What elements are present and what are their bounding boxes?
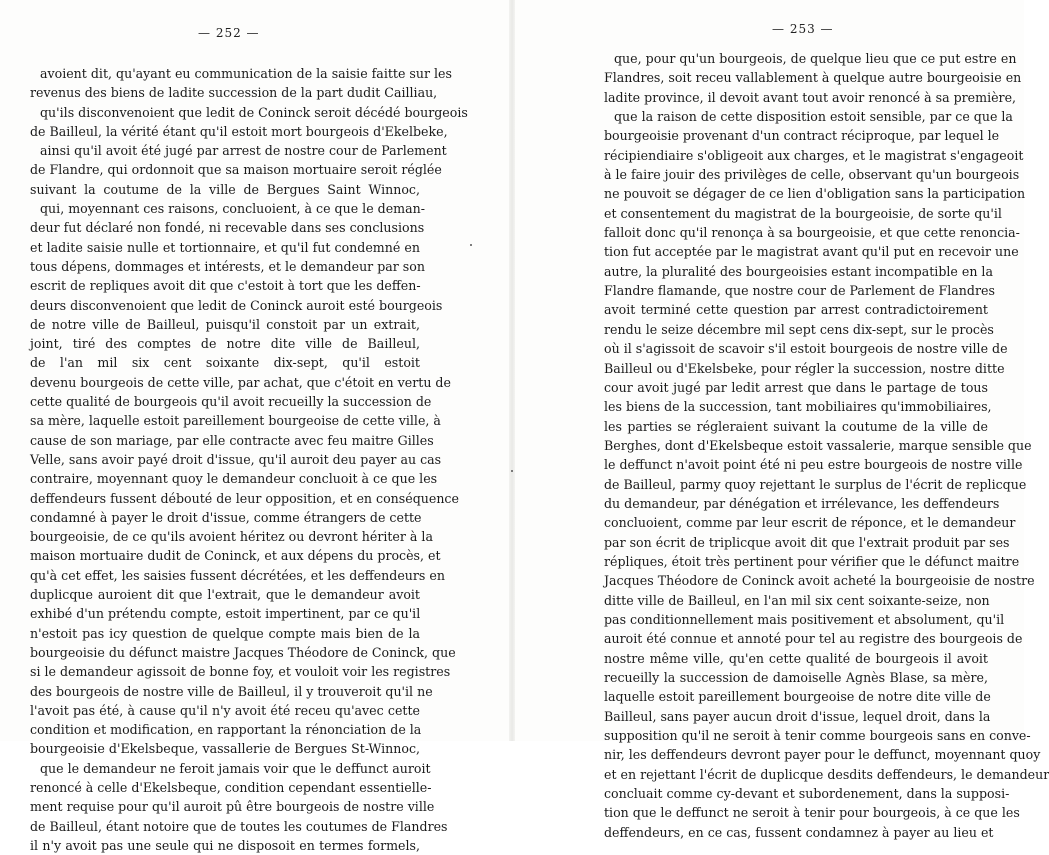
text-line: qu'à cet effet, les saisies fussent décrétées, et les deffendeurs en [30, 567, 445, 583]
text-line: et en rejettant l'écrit de duplicque desdits deffendeurs, le demandeur [604, 766, 1049, 782]
text-line: de l'an mil six cent soixante dix-sept, qu'il estoit [30, 355, 420, 371]
right-page-text [604, 49, 1049, 842]
text-line: devenu bourgeois de cette ville, par achat, que c'étoit en vertu de [30, 374, 451, 390]
text-line: de Flandre, qui ordonnoit que sa maison mortuaire seroit réglée [30, 162, 442, 178]
text-line: maison mortuaire dudit de Coninck, et aux dépens du procès, et [30, 548, 441, 564]
text-line: contraire, moyennant quoy le demandeur concluoit à ce que les [30, 471, 438, 487]
text-line: de Bailleul, la vérité étant qu'il estoit mort bourgeois d'Ekelbeke, [30, 123, 448, 139]
text-line: ladite province, il devoit avant tout avoir renoncé à sa première, [604, 89, 1017, 105]
text-line: Bailleul, sans payer aucun droit d'issue, lequel droit, dans la [604, 708, 991, 724]
text-line: de Bailleul, parmy quoy rejettant le surplus de l'écrit de replicque [604, 476, 1027, 492]
text-line: bourgeoisie provenant d'un contract réciproque, par lequel le [604, 128, 1000, 144]
text-line: recueilly la succession de damoiselle Agnès Blase, sa mère, [604, 670, 988, 685]
text-line: tion que le deffunct ne seroit à tenir pour bourgeois, à ce que les [604, 805, 1020, 821]
text-line: du demandeur, par dénégation et irrélevance, les deffendeurs [604, 495, 1000, 511]
text-line: à le faire jouir des privilèges de celle, observant qu'un bourgeois [604, 167, 1020, 183]
text-line: où il s'agissoit de scavoir s'il estoit bourgeois de nostre ville de [604, 341, 1008, 357]
text-line: deffendeurs, en ce cas, fussent condamnez à payer au lieu et [604, 824, 994, 840]
text-line: tous dépens, dommages et intérests, et le demandeur par son [30, 258, 425, 274]
text-line: Bailleul ou d'Ekelsbeke, pour régler la succession, nostre ditte [604, 360, 1005, 376]
left-page-text [30, 64, 468, 855]
text-line: par son écrit de triplicque avoit dit que l'extrait produit par ses [604, 534, 1010, 550]
text-line: nostre même ville, qu'en cette qualité de bourgeois il avoit [604, 650, 988, 666]
text-line: cour avoit jugé par ledit arrest que dans le partage de tous [604, 379, 988, 395]
paper-speck [470, 244, 472, 246]
text-line: pas conditionnellement mais positivement et absolument, qu'il [604, 611, 1005, 627]
text-line: que, pour qu'un bourgeois, de quelque lieu que ce put estre en [614, 51, 1017, 66]
text-line: que le demandeur ne feroit jamais voir que le deffunct auroit [40, 760, 431, 776]
text-line: récipiendiaire s'obligeoit aux charges, et le magistrat s'engageoit [604, 147, 1024, 163]
text-line: nir, les deffendeurs devront payer pour le deffunct, moyennant quoy [604, 747, 1041, 763]
book-gutter [509, 0, 515, 741]
text-line: avoit terminé cette question par arrest contradictoirement [604, 302, 988, 318]
text-line: ainsi qu'il avoit été jugé par arrest de nostre cour de Parlement [40, 143, 447, 159]
text-line: Flandres, soit receu vallablement à quelque autre bourgeoisie en [604, 70, 1022, 86]
text-line: ne pouvoit se dégager de ce lien d'obligation sans la participation [604, 186, 1026, 202]
text-line: rendu le seize décembre mil sept cens dix-sept, sur le procès [604, 321, 994, 337]
text-line: deffendeurs fussent débouté de leur opposition, et en conséquence [30, 490, 459, 506]
text-line: de notre ville de Bailleul, puisqu'il constoit par un extrait, [30, 316, 420, 332]
text-line: ditte ville de Bailleul, en l'an mil six cent soixante-seize, non [604, 592, 990, 608]
text-line: condamné à payer le droit d'issue, comme étrangers de cette [30, 509, 422, 525]
text-line: l'avoit pas été, à cause qu'il n'y avoit été receu qu'avec cette [30, 702, 420, 718]
left-page [30, 0, 468, 853]
page-number-left: — 252 — [198, 26, 260, 40]
paper-speck [511, 470, 513, 472]
text-line: revenus des biens de ladite succession de la part dudit Cailliau, [30, 85, 438, 101]
text-line: si le demandeur agissoit de bonne foy, et vouloit voir les registres [30, 664, 451, 680]
text-line: et ladite saisie nulle et tortionnaire, et qu'il fut condemné en [30, 239, 420, 255]
text-line: escrit de repliques avoit dit que c'estoit à tort que les deffen- [30, 278, 421, 294]
text-line: qu'ils disconvenoient que ledit de Coninck seroit décédé bourgeois [40, 104, 468, 120]
text-line: ment requise pour qu'il auroit pû être bourgeois de nostre ville [30, 799, 435, 815]
text-line: qui, moyennant ces raisons, concluoient, à ce que le deman- [40, 201, 426, 217]
text-line: le deffunct n'avoit point été ni peu estre bourgeois de nostre ville [604, 457, 1023, 473]
text-line: et consentement du magistrat de la bourgeoisie, de sorte qu'il [604, 205, 1002, 221]
text-line: tion fut acceptée par le magistrat avant qu'il put en recevoir une [604, 244, 1019, 260]
text-line: concluait comme cy-devant et subordenement, dans la supposi- [604, 786, 1010, 802]
text-line: auroit été connue et annoté pour tel au registre des bourgeois de [604, 631, 1023, 647]
page-number-right: — 253 — [772, 22, 834, 36]
text-line: deur fut déclaré non fondé, ni recevable dans ses conclusions [30, 220, 425, 236]
text-line: les biens de la succession, tant mobiliaires qu'immobiliaires, [604, 399, 992, 415]
text-line: les parties se régleraient suivant la coutume de la ville de [604, 418, 988, 434]
text-line: deurs disconvenoient que ledit de Coninck auroit esté bourgeois [30, 297, 443, 313]
text-line: concluoient, comme par leur escrit de réponce, et le demandeur [604, 515, 1016, 531]
text-line: bourgeoisie, de ce qu'ils avoient héritez ou devront hériter à la [30, 529, 433, 545]
text-line: bourgeoisie du défunct maistre Jacques Théodore de Coninck, que [30, 644, 456, 660]
text-line: Berghes, dont d'Ekelsbeque estoit vassalerie, marque sensible que [604, 437, 1032, 453]
text-line: Flandre flamande, que nostre cour de Parlement de Flandres [604, 283, 995, 299]
text-line: sa mère, laquelle estoit pareillement bourgeoise de cette ville, à [30, 413, 441, 429]
text-line: laquelle estoit pareillement bourgeoise de notre dite ville de [604, 689, 991, 705]
text-line: bourgeoisie d'Ekelsbeque, vassallerie de Bergues St-Winnoc, [30, 741, 420, 757]
text-line: condition et modification, en rapportant la rénonciation de la [30, 722, 422, 738]
text-line: duplicque auroient dit que l'extrait, que le demandeur avoit [30, 587, 420, 603]
text-line: supposition qu'il ne seroit à tenir comme bourgeois sans en conve- [604, 728, 1031, 744]
right-page [604, 0, 1049, 840]
text-line: suivant la coutume de la ville de Bergues Saint Winnoc, [30, 181, 420, 197]
text-line: cette qualité de bourgeois qu'il avoit recueilly la succession de [30, 394, 432, 410]
text-line: Velle, sans avoir payé droit d'issue, qu'il auroit deu payer au cas [30, 451, 442, 467]
text-line: n'estoit pas icy question de quelque compte mais bien de la [30, 625, 420, 641]
text-line: exhibé d'un prétendu compte, estoit impertinent, par ce qu'il [30, 606, 421, 622]
text-line: renoncé à celle d'Ekelsbeque, condition cependant essentielle- [30, 779, 432, 795]
text-line: répliques, étoit très pertinent pour vérifier que le défunct maitre [604, 553, 1020, 569]
text-line: de Bailleul, étant notoire que de toutes les coutumes de Flandres [30, 818, 448, 834]
text-line: cause de son mariage, par elle contracte avec feu maitre Gilles [30, 432, 434, 448]
text-line: Jacques Théodore de Coninck avoit acheté la bourgeoisie de nostre [604, 573, 1035, 589]
text-line: joint, tiré des comptes de notre dite ville de Bailleul, [30, 336, 420, 352]
text-line: autre, la pluralité des bourgeoisies estant incompatible en la [604, 263, 993, 279]
text-line: falloit donc qu'il renonça à sa bourgeoisie, et que cette renoncia- [604, 225, 1020, 241]
text-line: que la raison de cette disposition estoit sensible, par ce que la [614, 109, 1013, 125]
text-line: avoient dit, qu'ayant eu communication de la saisie faitte sur les [40, 66, 452, 81]
text-line: il n'y avoit pas une seule qui ne disposoit en termes formels, [30, 837, 420, 853]
text-line: des bourgeois de nostre ville de Bailleul, il y trouveroit qu'il ne [30, 683, 433, 699]
